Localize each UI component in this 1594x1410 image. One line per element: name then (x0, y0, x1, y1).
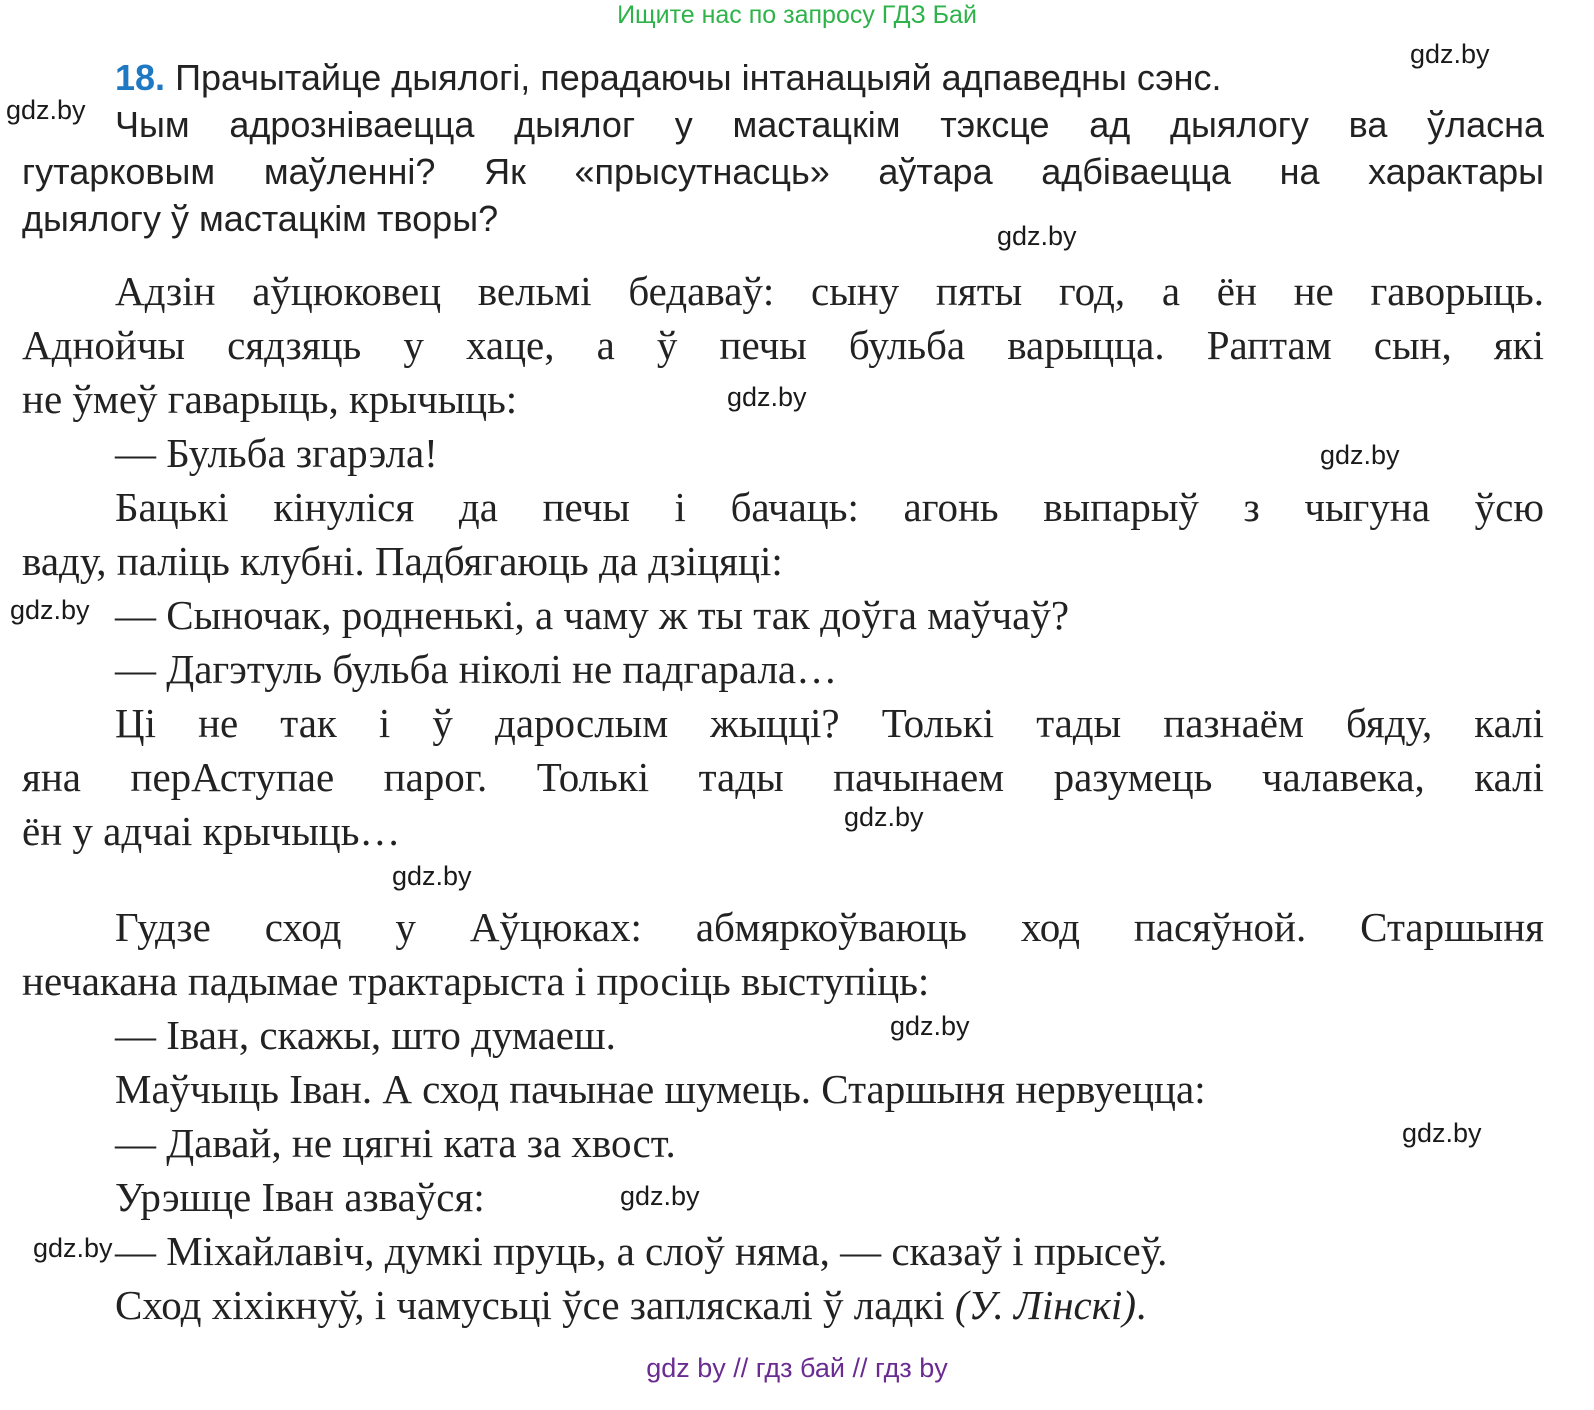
story2-line-5: — Давай, не цягні ката за хвост. (115, 1120, 676, 1166)
story1-line-5: Бацькі кінуліся да печы і бачаць: агонь выпарыў з чыгуна ўсю (115, 484, 1544, 530)
final-period: . (1135, 1282, 1147, 1328)
task-line-1 (115, 55, 1222, 101)
task-line-2: Чым адрозніваецца дыялог у мастацкім тэксце ад дыялогу ва ўласна (115, 104, 1544, 145)
task-line-4: дыялогу ў мастацкім творы? (22, 198, 499, 239)
header-link[interactable]: Ищите нас по запросу ГДЗ Бай (617, 1, 977, 29)
story2-line-6: Урэшце Іван азваўся: (115, 1174, 485, 1220)
story1-line-11: ён у адчаі крычыць… (22, 808, 401, 854)
story2-line-8 (115, 1278, 1594, 1332)
watermark: gdz.by (727, 382, 807, 412)
task-number: 18. (115, 57, 166, 98)
story2-line-8-text: Сход хіхікнуў, і чамусьці ўсе запляскалі ў ладкі (115, 1282, 945, 1328)
story1-line-9: Ці не так і ў дарослым жыцці? Толькі тады пазнаём бяду, калі (115, 700, 1544, 746)
story1-line-1: Адзін аўцюковец вельмі бедаваў: сыну пяты год, а ён не гаворыць. (115, 268, 1544, 314)
story1-line-10: яна перАступае парог. Толькі тады пачынаем разумець чалавека, калі (22, 754, 1544, 800)
watermark: gdz.by (10, 595, 90, 625)
watermark: gdz.by (1320, 440, 1400, 470)
watermark: gdz.by (620, 1181, 700, 1211)
story2-line-2: нечакана падымае трактарыста і просіць выступіць: (22, 958, 930, 1004)
watermark: gdz.by (890, 1011, 970, 1041)
story1-line-8: — Дагэтуль бульба ніколі не падгарала… (115, 646, 838, 692)
author-attribution: (У. Лінскі) (954, 1282, 1136, 1328)
story2-line-4: Маўчыць Іван. А сход пачынае шумець. Старшыня нервуецца: (115, 1066, 1206, 1112)
story2-line-7: — Міхайлавіч, думкі пруць, а слоў няма, — сказаў і прысеў. (115, 1228, 1168, 1274)
story1-line-4: — Бульба згарэла! (115, 430, 438, 476)
watermark: gdz.by (6, 95, 86, 125)
task-line-1-text: Прачытайце дыялогі, перадаючы інтанацыяй адпаведны сэнс. (175, 57, 1222, 98)
footer-links[interactable]: gdz by // гдз бай // гдз by (646, 1353, 948, 1383)
story2-line-1: Гудзе сход у Аўцюках: абмяркоўваюць ход пасяўной. Старшыня (115, 904, 1544, 950)
story1-line-2: Аднойчы сядзяць у хаце, а ў печы бульба варыцца. Раптам сын, які (22, 322, 1544, 368)
watermark: gdz.by (1402, 1118, 1482, 1148)
story1-line-6: ваду, паліць клубні. Падбягаюць да дзіцяці: (22, 538, 783, 584)
story2-line-3: — Іван, скажы, што думаеш. (115, 1012, 616, 1058)
watermark: gdz.by (33, 1233, 113, 1263)
task-line-3: гутарковым маўленні? Як «прысутнасць» аўтара адбіваецца на характары (22, 151, 1544, 192)
watermark: gdz.by (844, 802, 924, 832)
story1-line-3: не ўмеў гаварыць, крычыць: (22, 376, 518, 422)
story1-line-7: — Сыночак, родненькі, а чаму ж ты так доўга маўчаў? (115, 592, 1070, 638)
watermark: gdz.by (1410, 39, 1490, 69)
watermark: gdz.by (997, 221, 1077, 251)
watermark: gdz.by (392, 861, 472, 891)
